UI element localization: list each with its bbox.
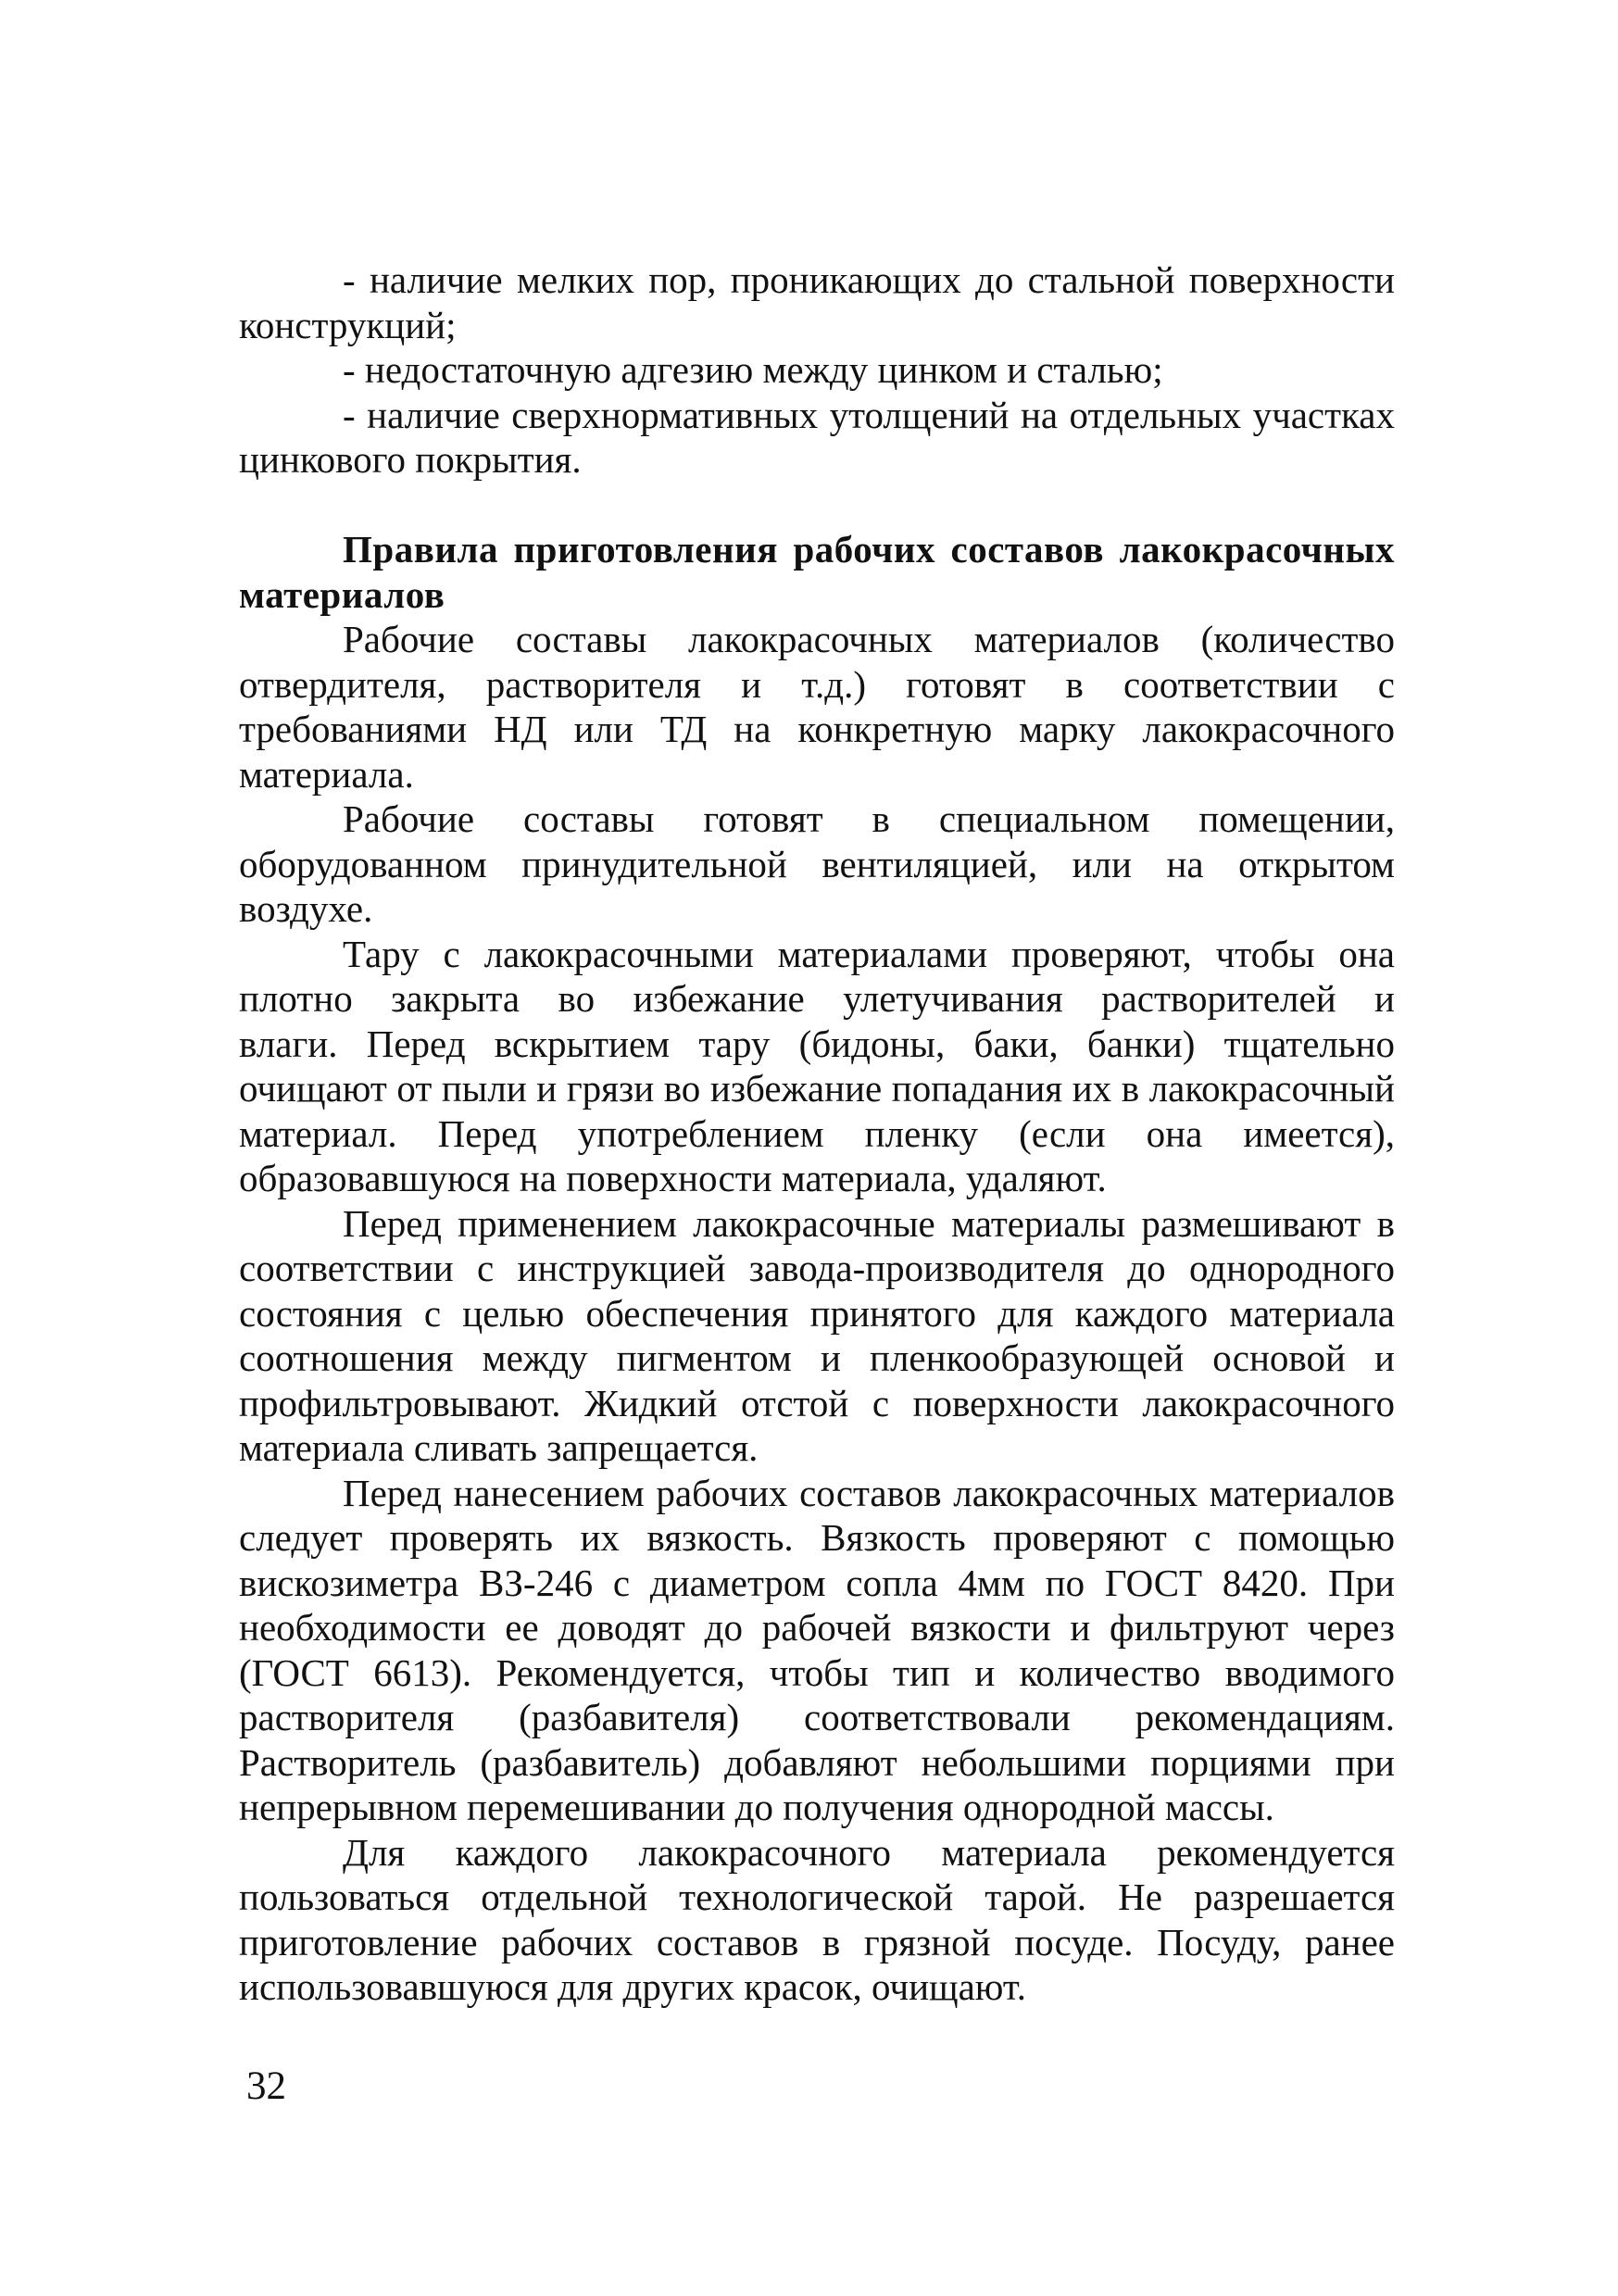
paragraph-6-line: Для каждого лакокрасочного материала рекомендуется (343, 1830, 1395, 1874)
bullet-pores-line-2: конструкций; (239, 303, 457, 346)
paragraph-5-line: Растворитель (разбавитель) добавляют небольшими порциями при (239, 1740, 1395, 1784)
bullet-pores-line-1: - наличие мелких пор, проникающих до стальной поверхности (343, 258, 1395, 301)
paragraph-4-line: материала сливать запрещается. (239, 1426, 759, 1469)
paragraph-3-line: Тару с лакокрасочными материалами проверяют, чтобы она (343, 932, 1395, 975)
paragraph-6-line: пользоваться отдельной технологической тарой. Не разрешается (239, 1876, 1395, 1918)
paragraph-4-line: состояния с целью обеспечения принятого для каждого материала (239, 1291, 1395, 1335)
paragraph-1-line: требованиями НД или ТД на конкретную марку лакокрасочного (239, 708, 1395, 750)
paragraph-5-line: растворителя (разбавителя) соответствовали рекомендациям. (239, 1696, 1395, 1738)
paragraph-2-line: оборудованном принудительной вентиляцией, или на открытом (239, 842, 1395, 885)
paragraph-2-line: воздухе. (239, 887, 373, 930)
paragraph-6-line: приготовление рабочих составов в грязной посуде. Посуду, ранее (239, 1920, 1395, 1964)
paragraph-6-line: использовавшуюся для других красок, очищают. (239, 1965, 1026, 2008)
paragraph-2-line: Рабочие составы готовят в специальном помещении, (343, 797, 1395, 840)
paragraph-5-line: следует проверять их вязкость. Вязкость проверяют с помощью (239, 1516, 1395, 1559)
paragraph-4-line: соответствии с инструкцией завода-производителя до однородного (239, 1247, 1395, 1289)
paragraph-1-line: Рабочие составы лакокрасочных материалов (количество (343, 618, 1395, 660)
paragraph-3-line: влаги. Перед вскрытием тару (бидоны, баки, банки) тщательно (239, 1022, 1395, 1065)
paragraph-5-line: (ГОСТ 6613). Рекомендуется, чтобы тип и количество вводимого (239, 1650, 1395, 1694)
paragraph-3-line: материал. Перед употреблением пленку (если она имеется), (239, 1111, 1395, 1155)
paragraph-1-line: отвердителя, растворителя и т.д.) готовят в соответствии с (239, 662, 1395, 706)
bullet-adhesion: - недостаточную адгезию между цинком и сталью; (343, 348, 1163, 391)
section-heading-line-2: материалов (239, 572, 445, 616)
paragraph-5-line: непрерывном перемешивании до получения однородной массы. (239, 1786, 1274, 1828)
paragraph-5-line: Перед нанесением рабочих составов лакокрасочных материалов (343, 1471, 1395, 1514)
bullet-thickening-line-2: цинкового покрытия. (239, 438, 582, 481)
paragraph-4-line: соотношения между пигментом и пленкообразующей основой и (239, 1336, 1395, 1379)
spacer (239, 483, 1395, 528)
page-body (239, 257, 1395, 2010)
paragraph-4-line: Перед применением лакокрасочные материалы размешивают в (343, 1201, 1395, 1245)
paragraph-3-line: плотно закрыта во избежание улетучивания растворителей и (239, 977, 1395, 1020)
paragraph-5-line: необходимости ее доводят до рабочей вязкости и фильтруют через (239, 1606, 1395, 1649)
bullet-thickening-line-1: - наличие сверхнормативных утолщений на отдельных участках (343, 393, 1395, 436)
paragraph-1-line: материала. (239, 752, 414, 796)
section-heading-line-1: Правила приготовления рабочих составов лакокрасочных (343, 528, 1395, 571)
paragraph-4-line: профильтровывают. Жидкий отстой с поверхности лакокрасочного (239, 1381, 1395, 1424)
paragraph-5-line: вискозиметра ВЗ-246 с диаметром сопла 4мм по ГОСТ 8420. При (239, 1561, 1395, 1604)
paragraph-3-line: очищают от пыли и грязи во избежание попадания их в лакокрасочный (239, 1067, 1395, 1110)
paragraph-3-line: образовавшуюся на поверхности материала, удаляют. (239, 1157, 1107, 1199)
page-number: 32 (246, 2064, 286, 2108)
